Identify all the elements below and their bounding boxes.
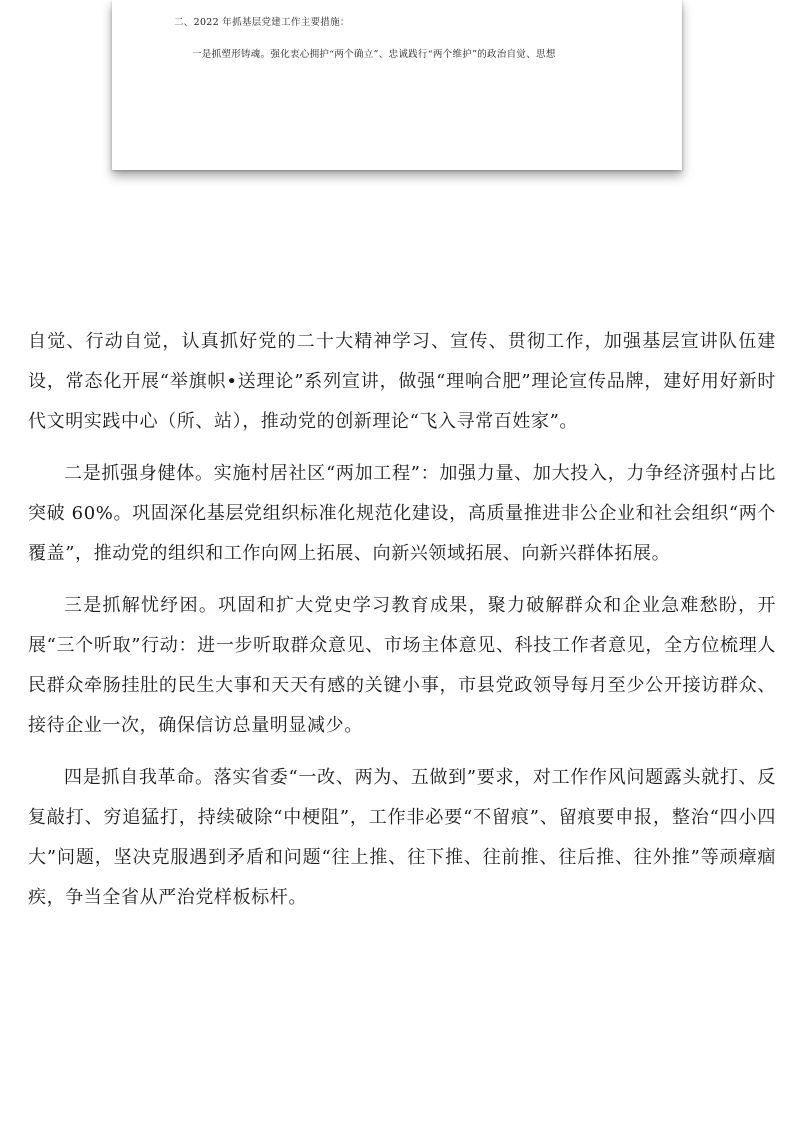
document-preview-card bbox=[112, 0, 682, 170]
paragraph-continuation: 自觉、行动自觉，认真抓好党的二十大精神学习、宣传、贯彻工作，加强基层宣讲队伍建设，常态化开展“举旗帜•送理论”系列宣讲，做强“理响合肥”理论宣传品牌，建好用好新时代文明实践中心（所、站），推动党的创新理论“飞入寻常百姓家”。 bbox=[28, 331, 776, 432]
paragraph-self-revolution: 四是抓自我革命。落实省委“一改、两为、五做到”要求，对工作作风问题露头就打、反复敲打、穷追猛打，持续破除“中梗阻”，工作非必要“不留痕”、留痕要申报，整治“四小四大”问题，坚决克服遇到矛盾和问题“往上推、往下推、往前推、往后推、往外推”等顽瘴痼疾，争当全省从严治党样板标杆。 bbox=[28, 767, 776, 908]
preview-first-line: 一是抓塑形铸魂。强化衷心拥护“两个确立”、忠诚践行“两个维护”的政治自觉、思想 bbox=[192, 49, 556, 60]
preview-heading: 二、2022 年抓基层党建工作主要措施： bbox=[174, 17, 350, 28]
paragraph-relieve-worries: 三是抓解忧纾困。巩固和扩大党史学习教育成果，聚力破解群众和企业急难愁盼，开展“三个听取”行动：进一步听取群众意见、市场主体意见、科技工作者意见，全方位梳理人民群众牵肠挂肚的民生大事和天天有感的关键小事，市县党政领导每月至少公开接访群众、接待企业一次，确保信访总量明显减少。 bbox=[28, 595, 776, 736]
document-body bbox=[28, 322, 776, 918]
paragraph-strengthen-body: 二是抓强身健体。实施村居社区“两加工程”：加强力量、加大投入，力争经济强村占比突破 60%。巩固深化基层党组织标准化规范化建设，高质量推进非公企业和社会组织“两个覆盖”，推动党的组织和工作向网上拓展、向新兴领域拓展、向新兴群体拓展。 bbox=[28, 463, 776, 564]
